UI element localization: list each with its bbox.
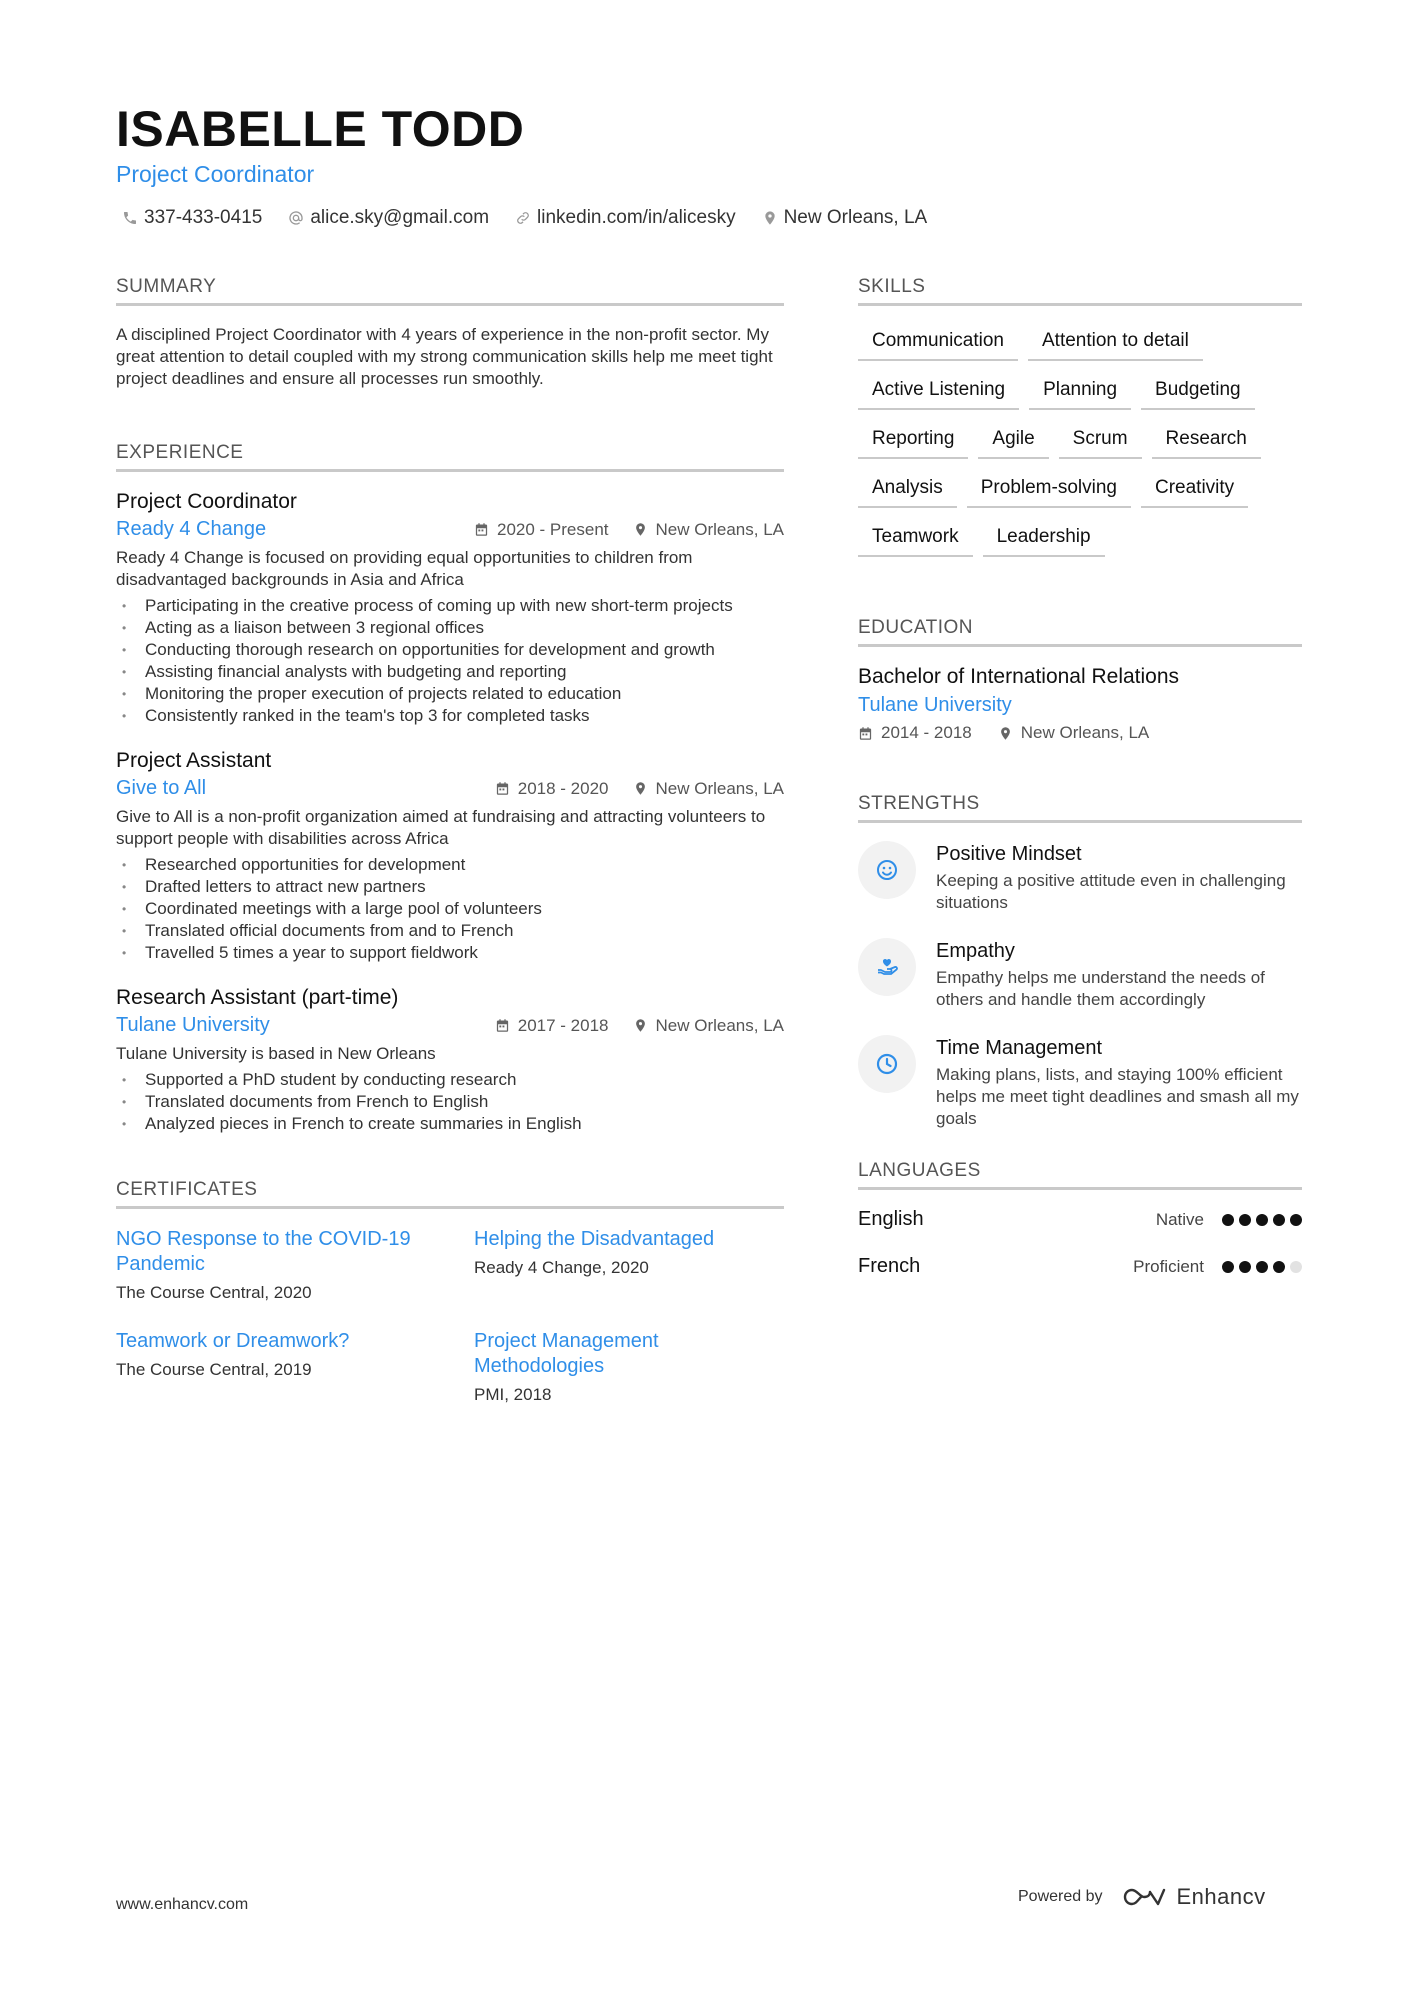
strength-description: Empathy helps me understand the needs of others and handle them accordingly xyxy=(936,968,1265,1009)
location-text: New Orleans, LA xyxy=(783,207,928,228)
certificate-item xyxy=(474,1329,784,1405)
strengths-heading: STRENGTHS xyxy=(858,793,1302,823)
contact-bar xyxy=(122,207,927,229)
skill-tag: Budgeting xyxy=(1141,373,1255,410)
skills-section xyxy=(858,276,1302,557)
experience-location xyxy=(633,520,785,540)
footer-website[interactable]: www.enhancv.com xyxy=(116,1896,249,1913)
bullet-item: • Supported a PhD student by conducting research xyxy=(116,1069,784,1091)
certificates-heading: CERTIFICATES xyxy=(116,1179,784,1209)
skill-tag: Analysis xyxy=(858,471,957,508)
education-location xyxy=(998,723,1150,743)
skill-tag: Teamwork xyxy=(858,520,973,557)
strength-title: Positive Mindset xyxy=(936,843,1082,865)
strength-title: Empathy xyxy=(936,940,1015,962)
experience-bullets xyxy=(116,595,784,727)
calendar-icon xyxy=(474,522,489,537)
at-icon xyxy=(288,210,304,226)
bullet-item: • Travelled 5 times a year to support fieldwork xyxy=(116,942,784,964)
experience-location xyxy=(633,1016,785,1036)
location-text: New Orleans, LA xyxy=(655,778,784,798)
certificates-section xyxy=(116,1179,784,1405)
strength-body xyxy=(936,841,1302,914)
education-heading: EDUCATION xyxy=(858,617,1302,647)
education-dates xyxy=(858,723,972,743)
strength-body xyxy=(936,1035,1302,1130)
dates-text: 2017 - 2018 xyxy=(517,1015,609,1035)
clock-icon xyxy=(875,1052,899,1076)
languages-heading: LANGUAGES xyxy=(858,1160,1302,1190)
certificate-item xyxy=(116,1227,474,1303)
skill-tag: Scrum xyxy=(1059,422,1142,459)
bullet-item: • Assisting financial analysts with budgeting and reporting xyxy=(116,661,784,683)
bullet-item: • Coordinated meetings with a large pool of volunteers xyxy=(116,898,784,920)
experience-item xyxy=(116,986,784,1135)
education-section xyxy=(858,617,1302,743)
bullet-item: • Translated documents from French to English xyxy=(116,1091,784,1113)
skill-tag: Agile xyxy=(978,422,1048,459)
experience-dates xyxy=(474,520,609,540)
strength-icon-circle xyxy=(858,1035,916,1093)
summary-text: A disciplined Project Coordinator with 4 years of experience in the non-profit sector. My great attention to detail coupled with my strong communication skills help me meet tight project deadlines and ensure all processes run smoothly. xyxy=(116,325,773,388)
certificate-item xyxy=(474,1227,784,1303)
calendar-icon xyxy=(495,781,510,796)
skill-tag: Problem-solving xyxy=(967,471,1131,508)
rating-dot-filled xyxy=(1239,1214,1251,1226)
language-proficiency xyxy=(1156,1210,1302,1230)
experience-section xyxy=(116,442,784,1135)
strength-body xyxy=(936,938,1302,1011)
skill-tag: Leadership xyxy=(983,520,1105,557)
rating-dot-filled xyxy=(1256,1214,1268,1226)
dates-text: 2020 - Present xyxy=(496,519,609,539)
strength-item xyxy=(858,841,1302,914)
rating-dot-filled xyxy=(1273,1261,1285,1273)
languages-section xyxy=(858,1160,1302,1278)
email-text: alice.sky@gmail.com xyxy=(310,207,490,228)
language-name: French xyxy=(858,1255,921,1277)
heart-hand-icon xyxy=(875,955,899,979)
language-level: Proficient xyxy=(1133,1256,1204,1276)
powered-by-label: Powered by xyxy=(1018,1888,1103,1905)
contact-location xyxy=(762,207,928,229)
skill-tag: Reporting xyxy=(858,422,968,459)
experience-item xyxy=(116,490,784,727)
strength-title: Time Management xyxy=(936,1037,1102,1059)
experience-row xyxy=(116,777,784,800)
rating-dot-filled xyxy=(1222,1214,1234,1226)
language-rating-dots xyxy=(1222,1214,1302,1226)
rating-dot-empty xyxy=(1290,1261,1302,1273)
phone-icon xyxy=(122,210,138,226)
contact-email[interactable] xyxy=(288,207,489,229)
certificate-issuer: PMI, 2018 xyxy=(474,1385,552,1404)
rating-dot-filled xyxy=(1222,1261,1234,1273)
experience-meta xyxy=(495,779,784,799)
certificate-title[interactable]: Teamwork or Dreamwork? xyxy=(116,1330,350,1352)
bullet-item: • Translated official documents from and to French xyxy=(116,920,784,942)
dates-text: 2014 - 2018 xyxy=(881,723,972,742)
certificate-item xyxy=(116,1329,474,1405)
experience-company[interactable]: Give to All xyxy=(116,777,207,799)
bullet-item: • Drafted letters to attract new partners xyxy=(116,876,784,898)
experience-bullets xyxy=(116,854,784,964)
education-school[interactable]: Tulane University xyxy=(858,694,1012,716)
skills-heading: SKILLS xyxy=(858,276,1302,306)
skill-tag: Research xyxy=(1152,422,1261,459)
certificate-title[interactable]: Project Management Methodologies xyxy=(474,1330,659,1377)
map-pin-icon xyxy=(998,726,1013,741)
language-item xyxy=(858,1208,1302,1231)
location-text: New Orleans, LA xyxy=(655,1015,784,1035)
bullet-item: • Conducting thorough research on opportunities for development and growth xyxy=(116,639,784,661)
candidate-name: ISABELLE TODD xyxy=(116,101,525,157)
experience-heading: EXPERIENCE xyxy=(116,442,784,472)
location-text: New Orleans, LA xyxy=(1020,723,1150,742)
map-pin-icon xyxy=(633,781,648,796)
experience-row xyxy=(116,1014,784,1037)
bullet-item: • Acting as a liaison between 3 regional offices xyxy=(116,617,784,639)
bullet-item: • Researched opportunities for development xyxy=(116,854,784,876)
skill-tag: Active Listening xyxy=(858,373,1019,410)
language-level: Native xyxy=(1155,1209,1204,1229)
education-degree: Bachelor of International Relations xyxy=(858,665,1180,688)
certificate-title[interactable]: Helping the Disadvantaged xyxy=(474,1228,715,1250)
rating-dot-filled xyxy=(1273,1214,1285,1226)
left-column xyxy=(116,276,784,1405)
calendar-icon xyxy=(858,726,873,741)
education-meta xyxy=(858,723,1302,743)
contact-linkedin[interactable] xyxy=(515,207,736,229)
experience-bullets xyxy=(116,1069,784,1135)
footer-branding xyxy=(1018,1884,1266,1910)
summary-section xyxy=(116,276,784,390)
skill-tag: Attention to detail xyxy=(1028,324,1203,361)
language-item xyxy=(858,1255,1302,1278)
bullet-item: • Analyzed pieces in French to create summaries in English xyxy=(116,1113,784,1135)
map-pin-icon xyxy=(633,522,648,537)
experience-meta xyxy=(495,1016,784,1036)
map-pin-icon xyxy=(762,210,778,226)
language-name: English xyxy=(858,1208,924,1230)
rating-dot-filled xyxy=(1290,1214,1302,1226)
experience-dates xyxy=(495,779,609,799)
certificate-issuer: The Course Central, 2019 xyxy=(116,1360,312,1379)
experience-location xyxy=(633,779,785,799)
skills-list xyxy=(858,324,1302,557)
dates-text: 2018 - 2020 xyxy=(517,778,609,798)
phone-text: 337-433-0415 xyxy=(144,207,263,228)
brand-logo[interactable] xyxy=(1121,1884,1266,1910)
language-proficiency xyxy=(1133,1257,1302,1277)
bullet-item: • Consistently ranked in the team's top 3 for completed tasks xyxy=(116,705,784,727)
summary-heading: SUMMARY xyxy=(116,276,784,306)
strength-description: Making plans, lists, and staying 100% efficient helps me meet tight deadlines and smash all my goals xyxy=(936,1065,1299,1128)
language-rating-dots xyxy=(1222,1261,1302,1273)
skill-tag: Planning xyxy=(1029,373,1131,410)
strength-item xyxy=(858,1035,1302,1130)
enhancv-logo-icon xyxy=(1121,1885,1167,1909)
strength-icon-circle xyxy=(858,841,916,899)
experience-role: Project Assistant xyxy=(116,749,272,772)
experience-meta xyxy=(474,520,784,540)
link-icon xyxy=(515,210,531,226)
skill-tag: Communication xyxy=(858,324,1018,361)
experience-role: Research Assistant (part-time) xyxy=(116,986,399,1009)
certificates-grid xyxy=(116,1227,784,1405)
calendar-icon xyxy=(495,1018,510,1033)
experience-company[interactable]: Tulane University xyxy=(116,1014,270,1036)
contact-phone[interactable] xyxy=(122,207,262,229)
experience-dates xyxy=(495,1016,609,1036)
certificate-issuer: The Course Central, 2020 xyxy=(116,1283,312,1302)
experience-company[interactable]: Ready 4 Change xyxy=(116,518,267,540)
rating-dot-filled xyxy=(1239,1261,1251,1273)
experience-role: Project Coordinator xyxy=(116,490,297,513)
strength-item xyxy=(858,938,1302,1011)
experience-description: Ready 4 Change is focused on providing equal opportunities to children from disadvantaged backgrounds in Asia and Africa xyxy=(116,548,693,589)
rating-dot-filled xyxy=(1256,1261,1268,1273)
strengths-section xyxy=(858,793,1302,1130)
location-text: New Orleans, LA xyxy=(655,519,784,539)
experience-description: Tulane University is based in New Orleans xyxy=(116,1044,436,1063)
map-pin-icon xyxy=(633,1018,648,1033)
skill-tag: Creativity xyxy=(1141,471,1248,508)
experience-item xyxy=(116,749,784,964)
smile-icon xyxy=(875,858,899,882)
certificate-issuer: Ready 4 Change, 2020 xyxy=(474,1258,649,1277)
experience-row xyxy=(116,518,784,541)
strength-description: Keeping a positive attitude even in challenging situations xyxy=(936,871,1286,912)
brand-name: Enhancv xyxy=(1176,1884,1266,1909)
bullet-item: • Participating in the creative process of coming up with new short-term projects xyxy=(116,595,784,617)
candidate-title: Project Coordinator xyxy=(116,161,315,187)
certificate-title[interactable]: NGO Response to the COVID-19 Pandemic xyxy=(116,1228,411,1275)
experience-description: Give to All is a non-profit organization aimed at fundraising and attracting volunteers to support people with disabilities across Africa xyxy=(116,807,766,848)
right-column xyxy=(858,276,1302,1302)
strength-icon-circle xyxy=(858,938,916,996)
bullet-item: • Monitoring the proper execution of projects related to education xyxy=(116,683,784,705)
linkedin-text: linkedin.com/in/alicesky xyxy=(537,207,736,228)
